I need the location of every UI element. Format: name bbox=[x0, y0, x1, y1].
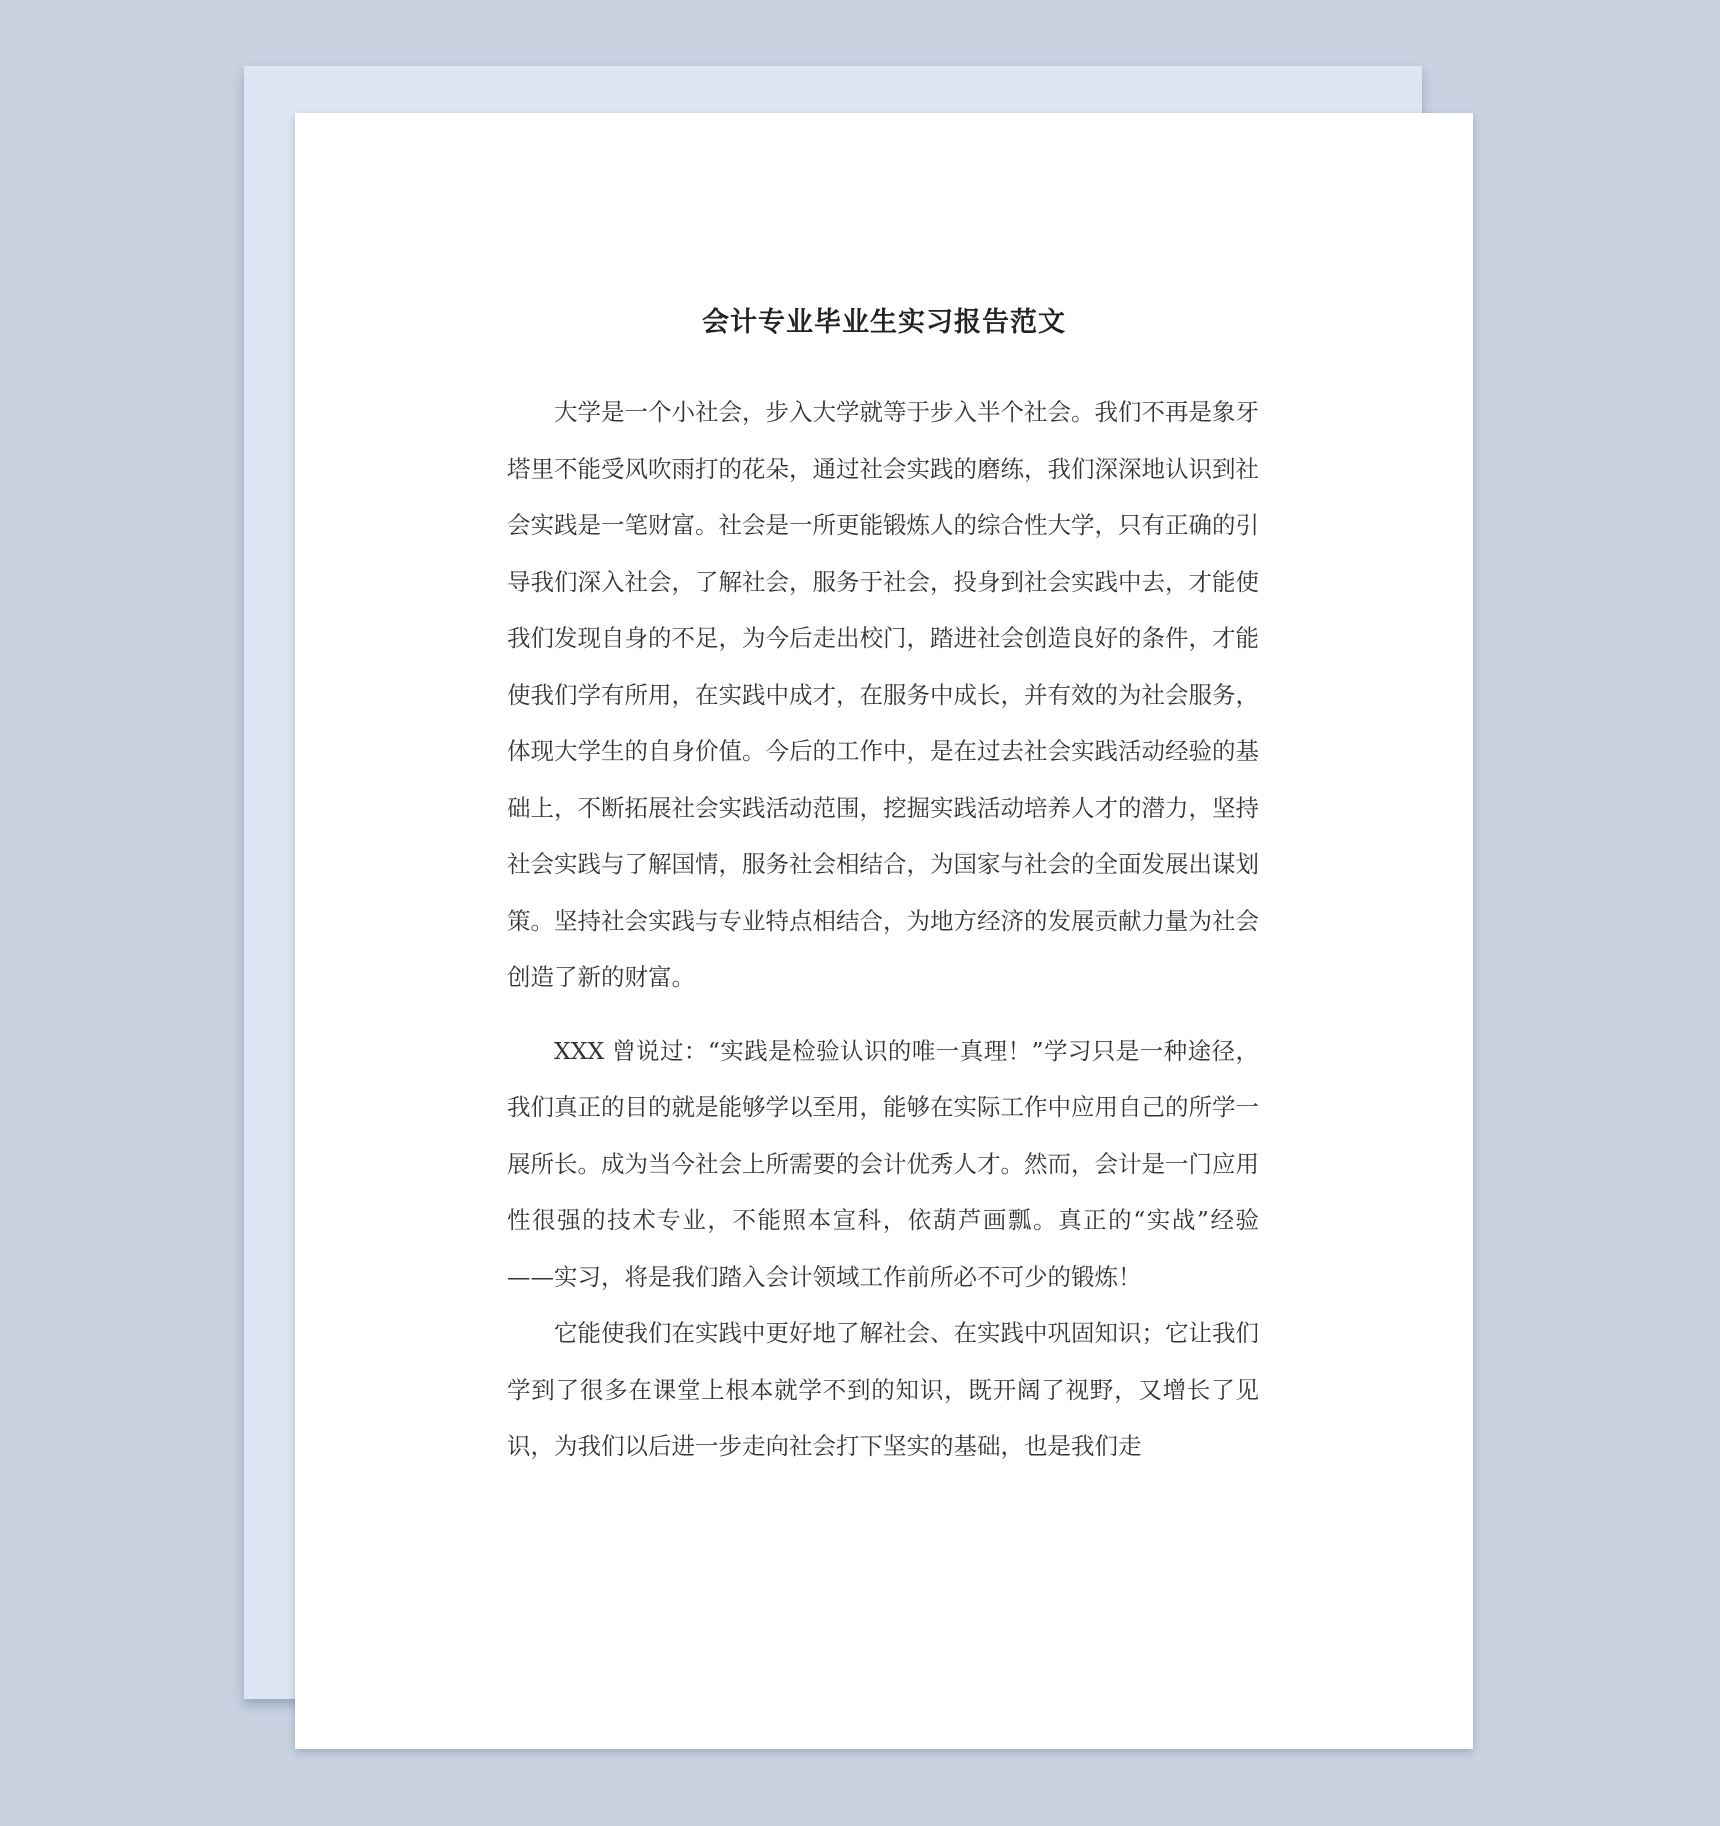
paragraph-2: XXX 曾说过：“实践是检验认识的唯一真理！”学习只是一种途径，我们真正的目的就是能够学以至用，能够在实际工作中应用自己的所学一展所长。成为当今社会上所需要的会计优秀人才。然而，会计是一门应用性很强的技术专业，不能照本宣科，依葫芦画瓢。真正的“实战”经验——实习，将是我们踏入会计领域工作前所必不可少的锻炼！ bbox=[507, 1036, 1259, 1291]
document-title: 会计专业毕业生实习报告范文 bbox=[702, 307, 1066, 338]
document-body bbox=[507, 384, 1259, 1475]
paragraph-3: 它能使我们在实践中更好地了解社会、在实践中巩固知识；它让我们学到了很多在课堂上根本就学不到的知识，既开阔了视野，又增长了见识，为我们以后进一步走向社会打下坚实的基础，也是我们走 bbox=[507, 1319, 1259, 1460]
paragraph-1: 大学是一个小社会，步入大学就等于步入半个社会。我们不再是象牙塔里不能受风吹雨打的花朵，通过社会实践的磨练，我们深深地认识到社会实践是一笔财富。社会是一所更能锻炼人的综合性大学，只有正确的引导我们深入社会，了解社会，服务于社会，投身到社会实践中去，才能使我们发现自身的不足，为今后走出校门，踏进社会创造良好的条件，才能使我们学有所用，在实践中成才，在服务中成长，并有效的为社会服务，体现大学生的自身价值。今后的工作中，是在过去社会实践活动经验的基础上，不断拓展社会实践活动范围，挖掘实践活动培养人才的潜力，坚持社会实践与了解国情，服务社会相结合，为国家与社会的全面发展出谋划策。坚持社会实践与专业特点相结合，为地方经济的发展贡献力量为社会创造了新的财富。 bbox=[507, 398, 1259, 991]
document-page bbox=[295, 113, 1473, 1749]
